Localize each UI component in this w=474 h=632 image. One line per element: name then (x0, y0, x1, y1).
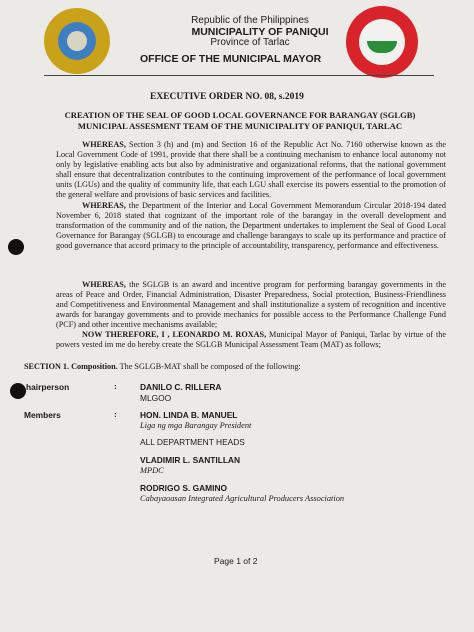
header-office: OFFICE OF THE MUNICIPAL MAYOR (140, 53, 322, 65)
header-divider (44, 75, 434, 76)
order-title-line1: CREATION OF THE SEAL OF GOOD LOCAL GOVERNANCE FOR BARANGAY (SGLGB) (64, 110, 416, 120)
para3-text: the SGLGB is an award and incentive program for performing barangay governments in the areas of Peace and Order, Financial Administration, Disaster Preparedness, Social protection, Business-Friendliness and Competitiveness and Environmental Management and shall institutionalize a system of recognition and incentive awards for barangay governments and to provide mechanics for possible access to the Performance Challenge Fund (PCF) and other incentive mechanisms available; (56, 280, 446, 329)
para3-lead: WHEREAS, (82, 280, 126, 289)
paragraph-section-1 (24, 362, 444, 372)
chairperson-label: hairperson (26, 382, 70, 392)
paragraph-whereas-3 (56, 280, 446, 330)
para5-lead: SECTION 1. Composition. (24, 362, 118, 371)
member-4-name: RODRIGO S. GAMINO (140, 483, 228, 493)
chairperson-role: MLGOO (140, 393, 172, 403)
chairperson-name: DANILO C. RILLERA (140, 382, 222, 392)
sglg-seal-logo (346, 6, 418, 78)
members-label: Members (24, 410, 61, 420)
paragraph-whereas-2 (56, 201, 446, 251)
para2-lead: WHEREAS, (82, 201, 126, 210)
para1-lead: WHEREAS, (82, 140, 126, 149)
order-title-line2: MUNICIPAL ASSESMENT TEAM OF THE MUNICIPALITY OF PANIQUI, TARLAC (77, 121, 403, 131)
header-province: Province of Tarlac (210, 37, 290, 48)
member-2-name: ALL DEPARTMENT HEADS (140, 437, 245, 447)
member-1-name: HON. LINDA B. MANUEL (140, 410, 238, 420)
order-number: EXECUTIVE ORDER NO. 08, s.2019 (150, 92, 304, 102)
order-title (40, 110, 440, 132)
member-1-role: Liga ng mga Barangay President (140, 421, 252, 430)
header-republic: Republic of the Philippines (191, 15, 309, 26)
member-3-name: VLADIMIR L. SANTILLAN (140, 455, 241, 465)
hole-punch-mark (8, 239, 24, 255)
member-4-role: Cabayaoasan Integrated Agricultural Producers Association (140, 494, 345, 503)
hole-punch-mark (10, 383, 26, 399)
paniqui-seal-logo (44, 8, 110, 74)
chairperson-colon: : (114, 382, 117, 391)
para2-text: the Department of the Interior and Local Government Memorandum Circular 2018-194 dated November 6, 2018 stated that cognizant of the important role of the barangay in the overall development and transformation of the community and of the nation, the Department undertakes to implement the Seal of Good Local Governance for Barangay (SGLGB) to encourage and challenge barangays to scale up its performance and practice of good governance that accord primacy to the principle of accountability, transparency, performance and effectiveness. (56, 201, 446, 250)
page-number: Page 1 of 2 (214, 556, 258, 566)
paragraph-now-therefore (56, 330, 446, 350)
para5-text: The SGLGB-MAT shall be composed of the following: (117, 362, 301, 371)
para1-text: Section 3 (h) and (m) and Section 16 of the Republic Act No. 7160 otherwise known as the Local Government Code of 1991, provide that there shall be a continuing mechanism to enhance local autonomy not only by legislative enabling acts but also by administrative and organizational reforms, that the national government shall ensure that decentralization contributes to the continuing improvement of the performance of local government units (LGUs) and the quality of community life, that each LGU shall exercise its powers essential to the promotion of the general welfare and provisions of basic services and facilities. (56, 140, 446, 199)
para4-lead: NOW THEREFORE, I , LEONARDO M. ROXAS, (82, 330, 267, 339)
member-3-role: MPDC (140, 466, 164, 475)
para4-text: Municipal Mayor of Paniqui, Tarlac by virtue of the powers vested im me do hereby create the SGLGB Municipal Assessment Team (MAT) as follows; (56, 330, 446, 349)
header-municipality: MUNICIPALITY OF PANIQUI (191, 26, 329, 38)
members-colon: : (114, 410, 117, 419)
paragraph-whereas-1 (56, 140, 446, 200)
